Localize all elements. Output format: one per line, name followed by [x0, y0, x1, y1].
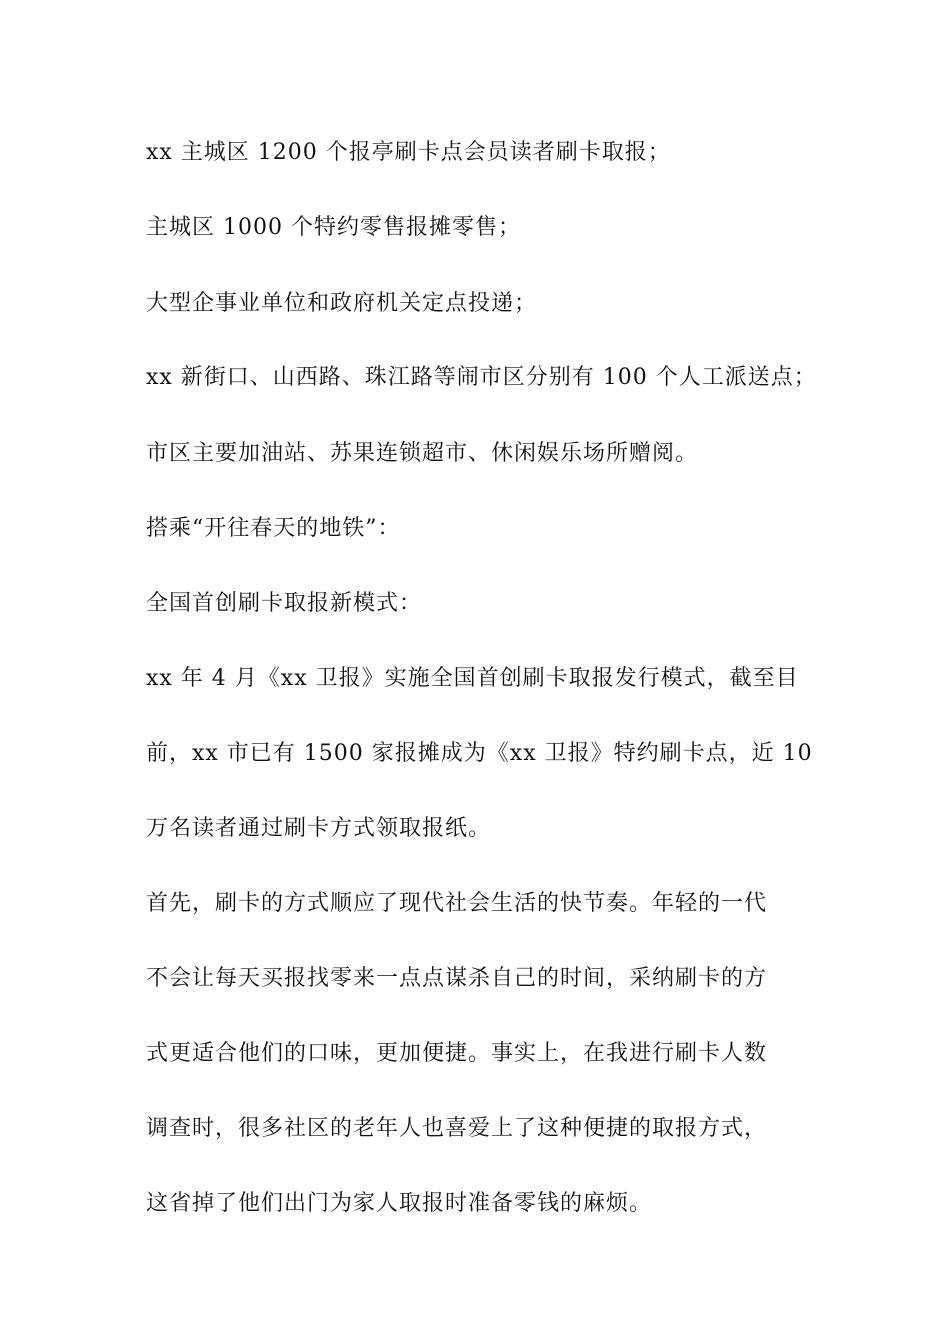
text-line: 这省掉了他们出门为家人取报时准备零钱的麻烦。: [146, 1191, 653, 1216]
text-line: 大型企事业单位和政府机关定点投递；: [146, 291, 538, 316]
text-line: 市区主要加油站、苏果连锁超市、休闲娱乐场所赠阅。: [146, 441, 699, 466]
text-line: xx 新街口、山西路、珠江路等闹市区分别有 100 个人工派送点；: [146, 365, 817, 390]
text-line: 全国首创刷卡取报新模式：: [146, 591, 423, 616]
text-line: 首先，刷卡的方式顺应了现代社会生活的快节奏。年轻的一代: [146, 891, 768, 916]
text-line: xx 主城区 1200 个报亭刷卡点会员读者刷卡取报；: [146, 140, 671, 165]
text-line: 式更适合他们的口味，更加便捷。事实上，在我进行刷卡人数: [146, 1041, 768, 1066]
text-line: 不会让每天买报找零来一点点谋杀自己的时间，采纳刷卡的方: [146, 966, 768, 991]
text-line: 万名读者通过刷卡方式领取报纸。: [146, 816, 492, 841]
text-line: 主城区 1000 个特约零售报摊零售；: [146, 215, 521, 240]
text-line: 前，xx 市已有 1500 家报摊成为《xx 卫报》特约刷卡点，近 10: [146, 741, 813, 766]
text-line: 调查时，很多社区的老年人也喜爱上了这种便捷的取报方式，: [146, 1116, 768, 1141]
text-line: 搭乘“开往春天的地铁”：: [146, 516, 401, 541]
text-line: xx 年 4 月《xx 卫报》实施全国首创刷卡取报发行模式，截至目: [146, 666, 799, 691]
